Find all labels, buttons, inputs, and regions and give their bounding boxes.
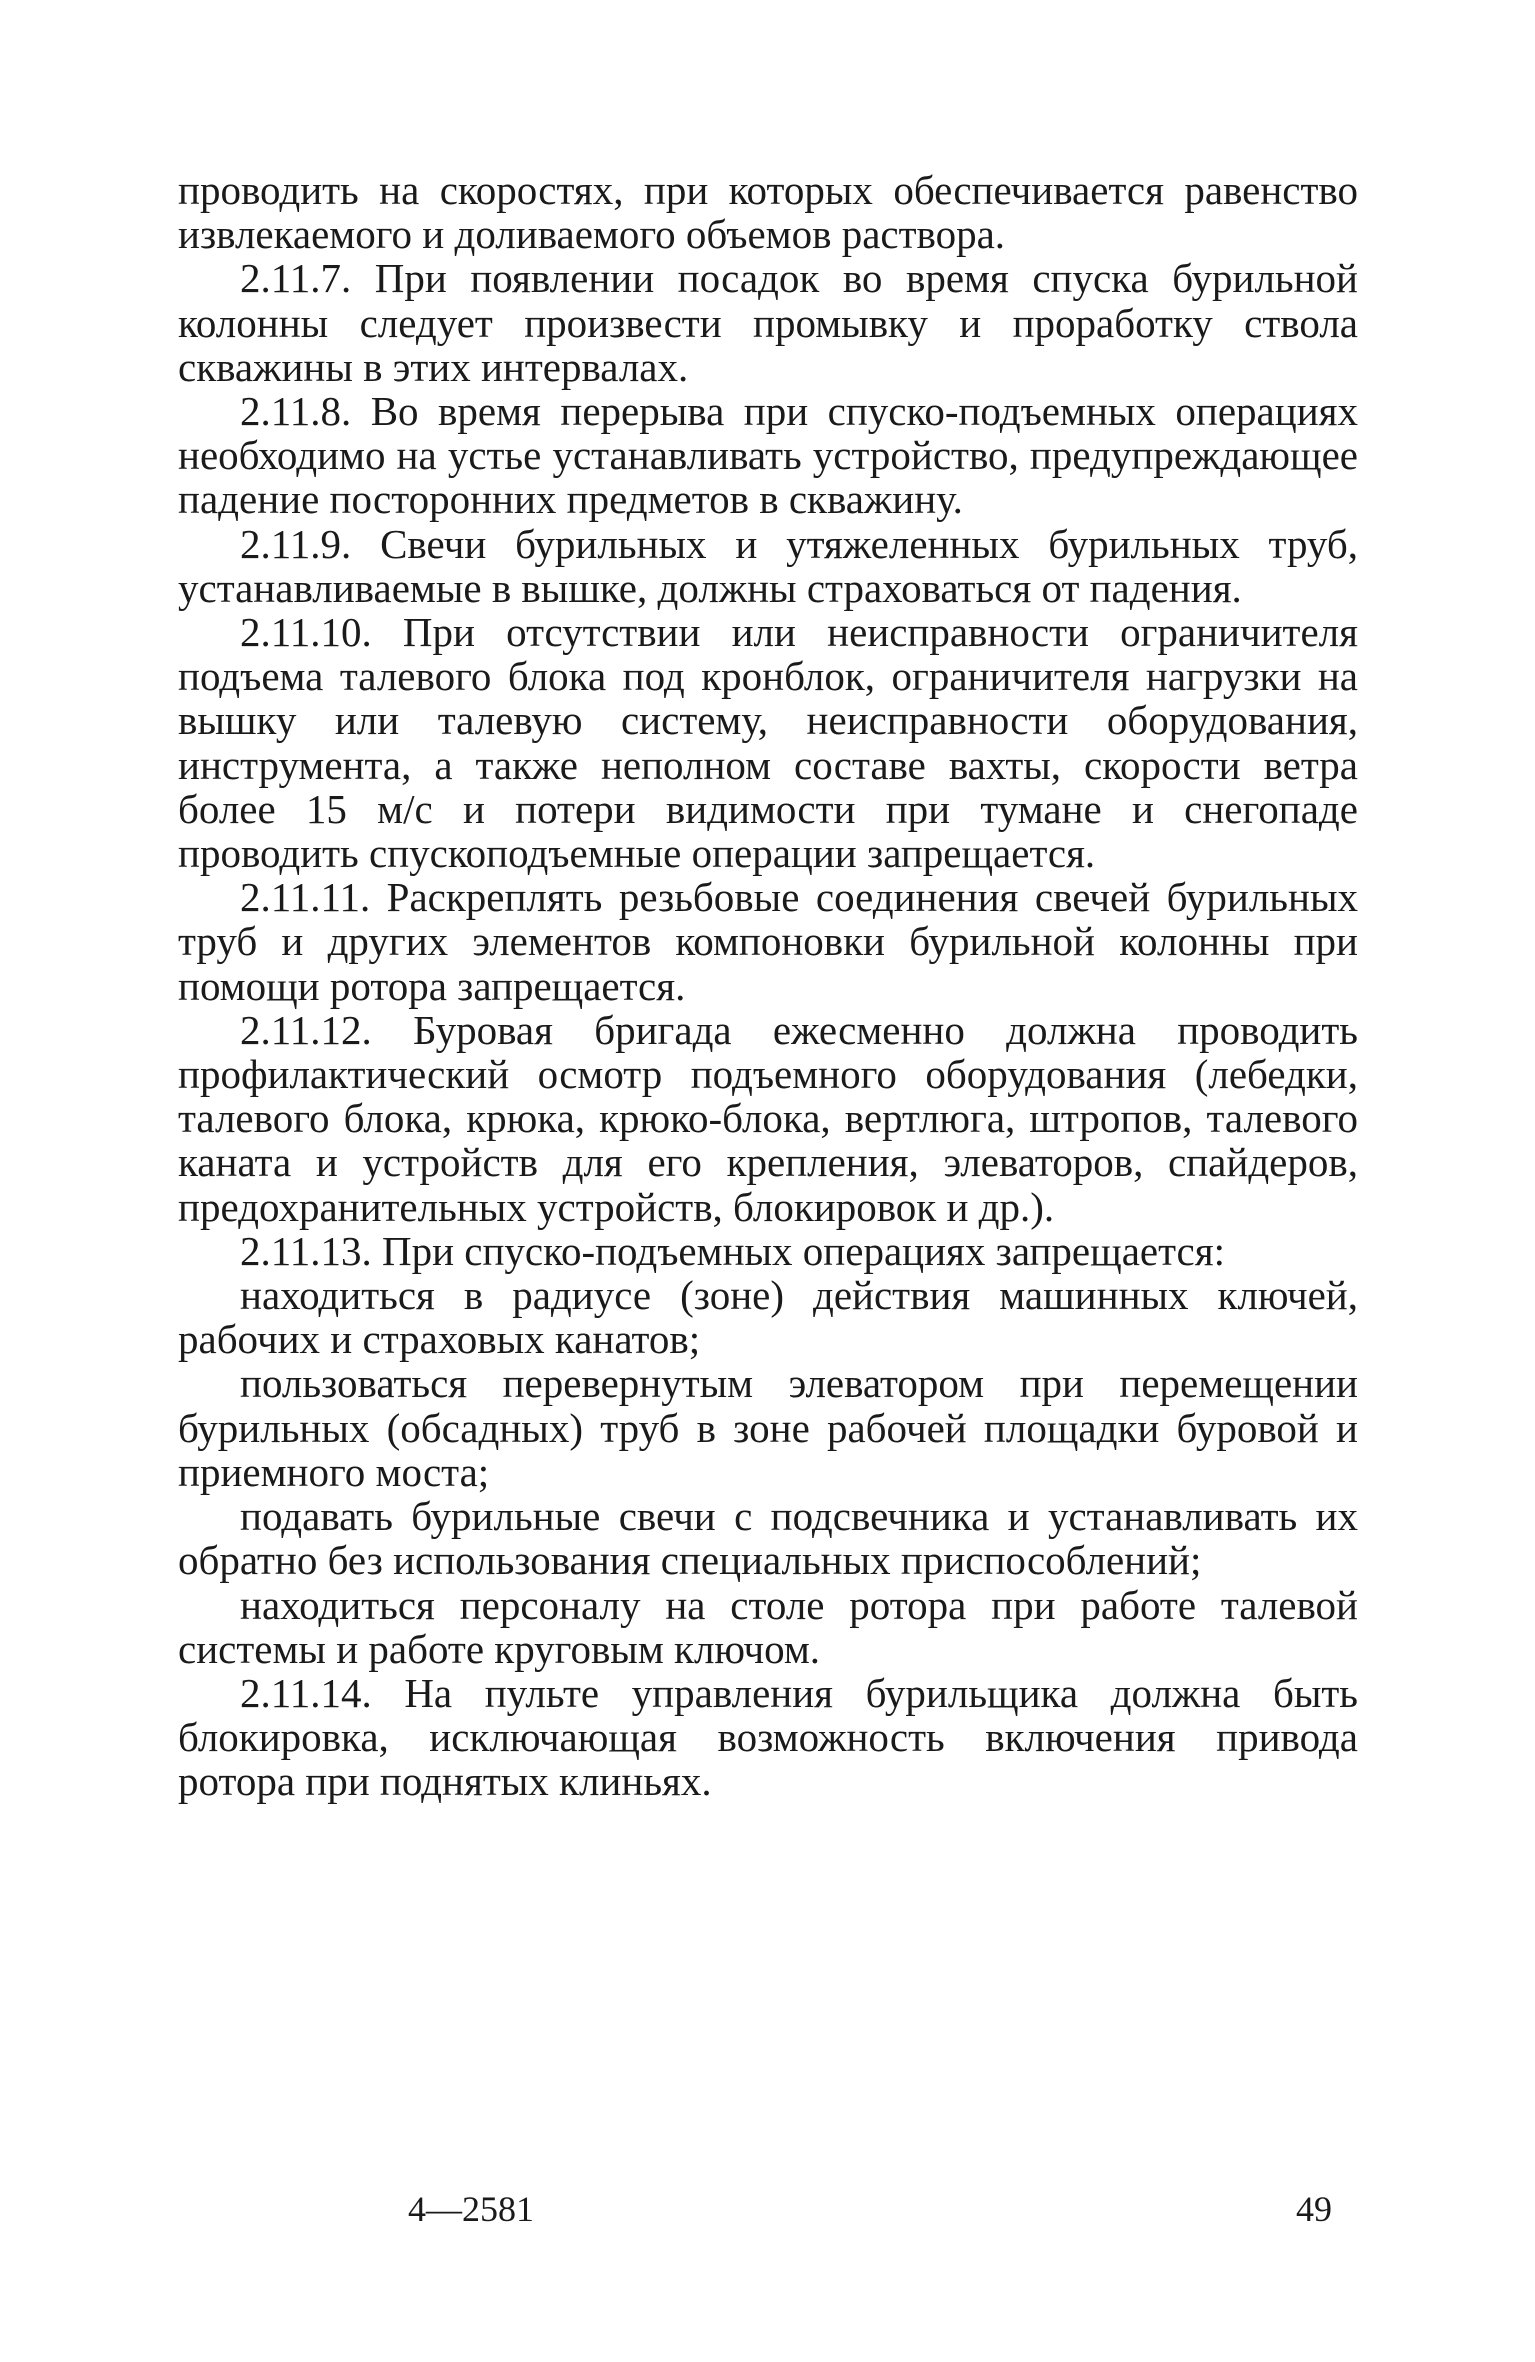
list-item-prohibition-1: находиться в радиусе (зоне) действия машинных ключей, рабочих и страховых канатов; [178,1272,1358,1363]
paragraph-2-11-7: 2.11.7. При появлении посадок во время спуска бурильной колонны следует произвести промывку и проработку ствола скважины в этих интервалах. [178,255,1358,390]
paragraph-2-11-9: 2.11.9. Свечи бурильных и утяжеленных бурильных труб, устанавливаемые в вышке, должны страховаться от падения. [178,520,1358,611]
paragraph-2-11-8: 2.11.8. Во время перерыва при спуско-подъемных операциях необходимо на устье устанавливать устройство, предупреждающее падение посторонних предметов в скважину. [178,388,1358,523]
paragraph-continuation: проводить на скоростях, при которых обеспечивается равенство извлекаемого и доливаемого объемов раствора. [178,167,1358,258]
list-item-prohibition-2: пользоваться перевернутым элеватором при перемещении бурильных (обсадных) труб в зоне рабочей площадки буровой и приемного моста; [178,1360,1358,1495]
paragraph-2-11-10: 2.11.10. При отсутствии или неисправности ограничителя подъема талевого блока под кронблок, ограничителя нагрузки на вышку или талевую систему, неисправности оборудования, инструмента, а также неполном составе вахты, скорости ветра более 15 м/с и потери видимости при тумане и снегопаде проводить спускоподъемные операции запрещается. [178,609,1358,877]
body-text [178,168,1358,1804]
paragraph-2-11-11: 2.11.11. Раскреплять резьбовые соединения свечей бурильных труб и других элементов компоновки бурильной колонны при помощи ротора запрещается. [178,874,1358,1009]
printer-signature: 4—2581 [408,2189,534,2229]
list-item-prohibition-4: находиться персоналу на столе ротора при работе талевой системы и работе круговым ключом. [178,1581,1358,1672]
list-item-prohibition-3: подавать бурильные свечи с подсвечника и устанавливать их обратно без использования специальных приспособлений; [178,1493,1358,1584]
paragraph-2-11-13: 2.11.13. При спуско-подъемных операциях запрещается: [240,1227,1225,1274]
page-number: 49 [1296,2189,1332,2229]
paragraph-2-11-14: 2.11.14. На пульте управления бурильщика должна быть блокировка, исключающая возможность включения привода ротора при поднятых клиньях. [178,1669,1358,1805]
paragraph-2-11-12: 2.11.12. Буровая бригада ежесменно должна проводить профилактический осмотр подъемного оборудования (лебедки, талевого блока, крюка, крюко-блока, вертлюга, штропов, талевого каната и устройств для его крепления, элеваторов, спайдеров, предохранительных устройств, блокировок и др.). [178,1006,1358,1230]
